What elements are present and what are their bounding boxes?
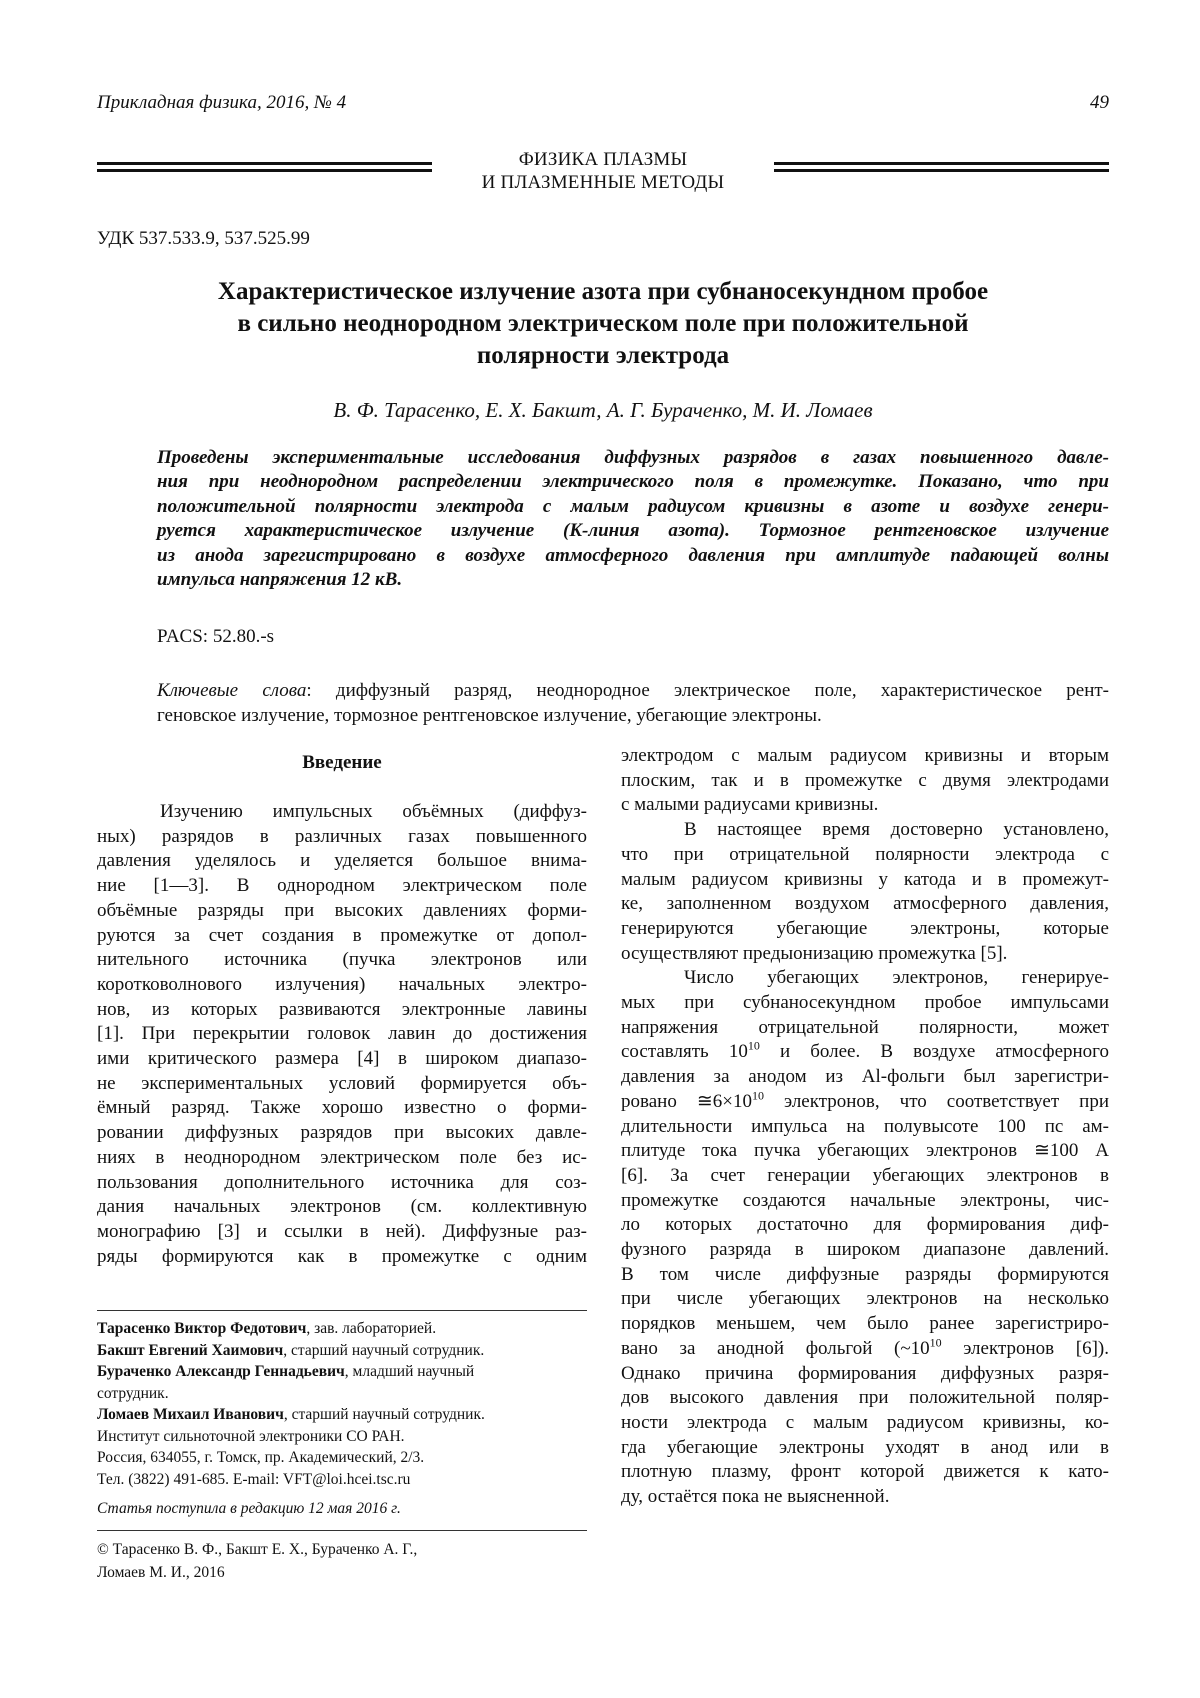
body-line: ду, остаётся пока не выясненной. — [621, 1486, 890, 1508]
body-line: плитуде тока пучка убегающих электронов ≅100 А — [621, 1140, 1109, 1162]
footnote-author — [97, 1318, 587, 1340]
address: Россия, 634055, г. Томск, пр. Академический, 2/3. — [97, 1449, 425, 1466]
keywords-line — [157, 678, 1109, 703]
body-line: ке, заполненном воздухом атмосферного давления, — [621, 893, 1109, 915]
institute: Институт сильноточной электроники СО РАН. — [97, 1427, 405, 1445]
author-name: Бакшт Евгений Хаимович — [97, 1341, 284, 1359]
body-line: с малыми радиусами кривизны. — [621, 794, 879, 816]
body-line: ности электрода с малым радиусом кривизны, ко- — [621, 1411, 1109, 1433]
body-line: нительного источника (пучка электронов или — [97, 949, 587, 971]
received-date: Статья поступила в редакцию 12 мая 2016 г. — [97, 1500, 401, 1517]
keywords-label: Ключевые слова — [157, 680, 307, 701]
body-line: Число убегающих электронов, генерируе- — [684, 967, 1109, 989]
running-header — [97, 92, 1109, 116]
abstract-line: руется характеристическое излучение (K-линия азота). Тормозное рентгеновское излучение — [157, 520, 1109, 542]
body-line — [621, 1090, 1109, 1115]
author-role: , зав. лабораторией. — [306, 1320, 437, 1337]
body-line: давления за анодом из Al-фольги был зарегистри- — [621, 1066, 1109, 1088]
article-title — [97, 276, 1109, 372]
body-line: ряды формируются как в промежутке с одним — [97, 1245, 587, 1267]
author-footnotes — [97, 1318, 587, 1490]
author-role: , младший научный — [344, 1363, 475, 1380]
section-rule-left — [97, 162, 432, 172]
body-line: не экспериментальных условий формируется объ- — [97, 1072, 587, 1094]
body-line: монографию [3] и ссылки в ней). Диффузные раз- — [97, 1220, 587, 1242]
body-line: дов высокого давления при положительной поляр- — [621, 1387, 1109, 1409]
abstract-line: положительной полярности электрода с малым радиусом кривизны в азоте и воздухе генери- — [157, 495, 1109, 517]
abstract-line: ния при неоднородном распределении электрического поля в промежутке. Показано, что при — [157, 471, 1109, 493]
footnote-author — [97, 1340, 587, 1362]
right-column-body — [621, 744, 1109, 1510]
copyright-notice — [97, 1538, 417, 1584]
author-name: Бураченко Александр Геннадьевич — [97, 1363, 345, 1380]
body-line: фузного разряда в широком диапазоне давлений. — [621, 1239, 1109, 1261]
body-text-run: и более. В воздухе атмосферного — [759, 1041, 1109, 1063]
superscript: 10 — [929, 1335, 942, 1350]
title-line: в сильно неоднородном электрическом поле при положительной — [237, 310, 969, 337]
body-line: Однако причина формирования диффузных разря- — [621, 1362, 1109, 1384]
body-text-run: электронов, что соответствует при — [763, 1090, 1109, 1112]
body-text-run: составлять 10 — [621, 1041, 748, 1063]
keywords — [157, 678, 1109, 728]
section-band — [97, 148, 1109, 198]
body-line: Изучению импульсных объёмных (диффуз- — [160, 801, 587, 822]
body-line: [6]. За счет генерации убегающих электронов в — [621, 1164, 1109, 1186]
body-line: промежутке создаются начальные электроны, чис- — [621, 1189, 1109, 1211]
body-text-run: электронов [6]). — [941, 1337, 1109, 1359]
abstract — [157, 446, 1109, 592]
intro-paragraph-1 — [97, 800, 587, 1269]
body-line: объёмные разряды при высоких давлениях форми- — [97, 899, 587, 921]
author-role: , старший научный сотрудник. — [283, 1406, 485, 1423]
body-line: В том числе диффузные разряды формируются — [621, 1263, 1109, 1285]
journal-citation: Прикладная физика, 2016, № 4 — [97, 92, 347, 113]
abstract-line: из анода зарегистрировано в воздухе атмосферного давления при амплитуде падающей волны — [157, 544, 1109, 566]
abstract-line: импульса напряжения 12 кВ. — [157, 569, 403, 591]
pacs-code: PACS: 52.80.-s — [157, 626, 275, 647]
body-line: малым радиусом кривизны у катода и в промежут- — [621, 868, 1109, 890]
body-line: нов, из которых развиваются электронные лавины — [97, 998, 587, 1020]
section-rule-right — [774, 162, 1109, 172]
body-line: ниях в неоднородном электрическом поле без ис- — [97, 1146, 587, 1168]
author-name: Тарасенко Виктор Федотович — [97, 1320, 307, 1337]
footnote-author — [97, 1404, 587, 1426]
body-line: генерируются убегающие электроны, которые — [621, 917, 1109, 939]
superscript: 10 — [747, 1039, 760, 1054]
body-line — [621, 1040, 1109, 1065]
body-line: при числе убегающих электронов на несколько — [621, 1288, 1109, 1310]
body-line: дания начальных электронов (см. коллективную — [97, 1196, 587, 1218]
body-line: ных) разрядов в различных газах повышенного — [97, 825, 587, 847]
body-text-run: вано за анодной фольгой (~10 — [621, 1337, 930, 1359]
body-line: длительности импульса на полувысоте 100 пс ам- — [621, 1115, 1109, 1137]
body-line: руются за счет создания в промежутке от допол- — [97, 924, 587, 946]
title-line: полярности электрода — [476, 342, 730, 369]
author-name: Ломаев Михаил Иванович — [97, 1406, 284, 1423]
left-column — [97, 752, 587, 1267]
keywords-line: геновское излучение, тормозное рентгеновское излучение, убегающие электроны. — [157, 705, 822, 726]
body-line: порядков меньшем, чем было ранее зарегистриро- — [621, 1313, 1109, 1335]
body-line: напряжения отрицательной полярности, может — [621, 1016, 1109, 1038]
intro-heading: Введение — [302, 752, 382, 773]
body-line: ровании диффузных разрядов при высоких давле- — [97, 1122, 587, 1144]
body-line: [1]. При перекрытии головок лавин до достижения — [97, 1023, 587, 1045]
body-line: электродом с малым радиусом кривизны и вторым — [621, 745, 1109, 766]
body-line: ёмный разряд. Также хорошо известно о форми- — [97, 1097, 587, 1119]
body-line: пользования дополнительного источника для соз- — [97, 1171, 587, 1193]
body-line: гда убегающие электроны уходят в анод или в — [621, 1436, 1109, 1458]
copyright-divider — [97, 1530, 587, 1531]
contact-info: Тел. (3822) 491-685. E-mail: VFT@loi.hcei.tsc.ru — [97, 1470, 411, 1488]
body-line: осуществляют предыонизацию промежутка [5]. — [621, 942, 1008, 964]
body-text-run: ровано ≅6×10 — [621, 1090, 752, 1112]
body-line: ло которых достаточно для формирования диф- — [621, 1214, 1109, 1236]
section-title — [432, 148, 774, 194]
body-line: В настоящее время достоверно установлено, — [684, 819, 1109, 841]
body-line: ими критического размера [4] в широком диапазо- — [97, 1048, 587, 1070]
author-list: В. Ф. Тарасенко, Е. Х. Бакшт, А. Г. Бураченко, М. И. Ломаев — [333, 398, 873, 422]
author-role: , старший научный сотрудник. — [283, 1341, 485, 1359]
page-number: 49 — [1090, 92, 1109, 113]
copyright-line: © Тарасенко В. Ф., Бакшт Е. Х., Бураченко А. Г., — [97, 1541, 418, 1558]
body-line: что при отрицательной полярности электрода с — [621, 843, 1109, 865]
body-line — [621, 1337, 1109, 1362]
section-title-line: ФИЗИКА ПЛАЗМЫ — [518, 149, 688, 170]
udc-code: УДК 537.533.9, 537.525.99 — [97, 228, 310, 249]
copyright-line: Ломаев М. И., 2016 — [97, 1564, 225, 1581]
superscript: 10 — [751, 1088, 764, 1103]
title-line: Характеристическое излучение азота при субнаносекундном пробое — [217, 278, 989, 305]
abstract-line: Проведены экспериментальные исследования диффузных разрядов в газах повышенного давле- — [157, 447, 1109, 468]
body-line: плотную плазму, фронт которой движется к като- — [621, 1461, 1109, 1483]
body-line: мых при субнаносекундном пробое импульсами — [621, 992, 1109, 1014]
body-line: ние [1—3]. В однородном электрическом поле — [97, 875, 587, 897]
footnote-author — [97, 1361, 587, 1383]
body-line: коротковолнового излучения) начальных электро- — [97, 973, 587, 995]
keywords-text: : диффузный разряд, неоднородное электрическое поле, характеристическое рент- — [306, 680, 1109, 701]
body-line: плоским, так и в промежутке с двумя электродами — [621, 769, 1109, 791]
body-line: давления уделялось и уделяется большое внима- — [97, 850, 587, 872]
section-title-line: И ПЛАЗМЕННЫЕ МЕТОДЫ — [481, 172, 725, 193]
footnote-divider — [97, 1310, 587, 1311]
author-role-continued: сотрудник. — [97, 1384, 169, 1402]
